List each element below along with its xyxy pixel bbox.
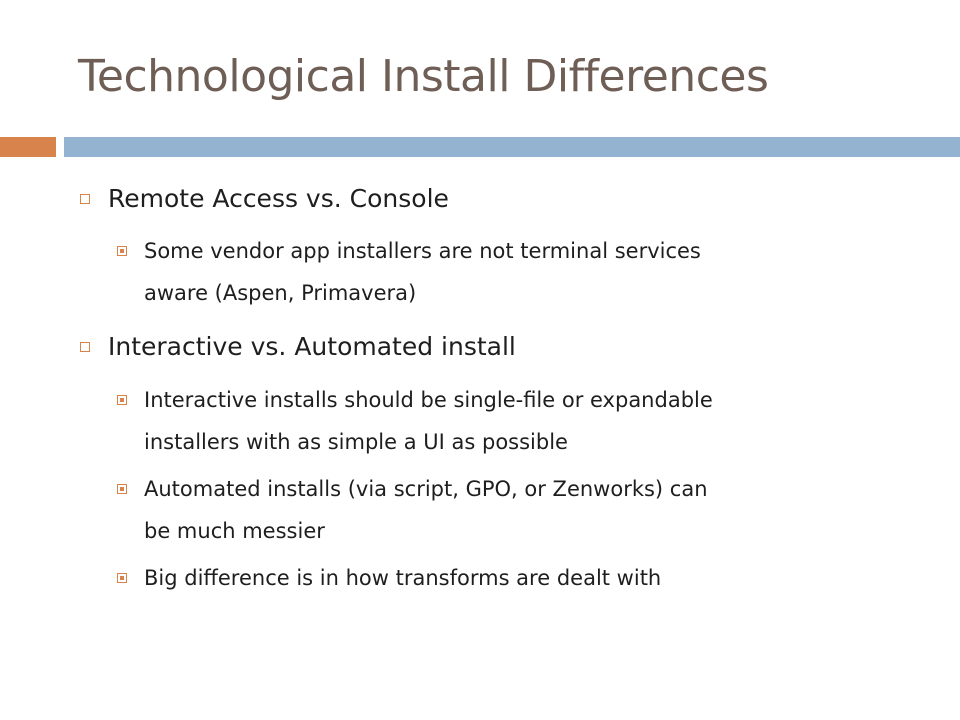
hollow-square-bullet-icon [80,342,90,352]
bullet-interactive-vs-automated: Interactive vs. Automated install [108,332,516,361]
sub-bullet-line: Big difference is in how transforms are dealt with [144,566,662,590]
slide-title: Technological Install Differences [78,51,769,102]
hollow-square-bullet-icon [80,194,90,204]
filled-square-bullet-icon [117,573,127,583]
filled-square-bullet-icon [117,484,127,494]
sub-bullet-line: Automated installs (via script, GPO, or Zenworks) can [144,477,708,501]
sub-bullet-line: Some vendor app installers are not terminal services [144,239,701,263]
sub-bullet-line: aware (Aspen, Primavera) [144,281,417,305]
bullet-remote-access: Remote Access vs. Console [108,184,449,213]
filled-square-bullet-icon [117,246,127,256]
filled-square-bullet-icon [117,395,127,405]
sub-bullet-line: Interactive installs should be single-file or expandable [144,388,713,412]
sub-bullet-line: installers with as simple a UI as possible [144,430,568,454]
sub-bullet-line: be much messier [144,519,325,543]
